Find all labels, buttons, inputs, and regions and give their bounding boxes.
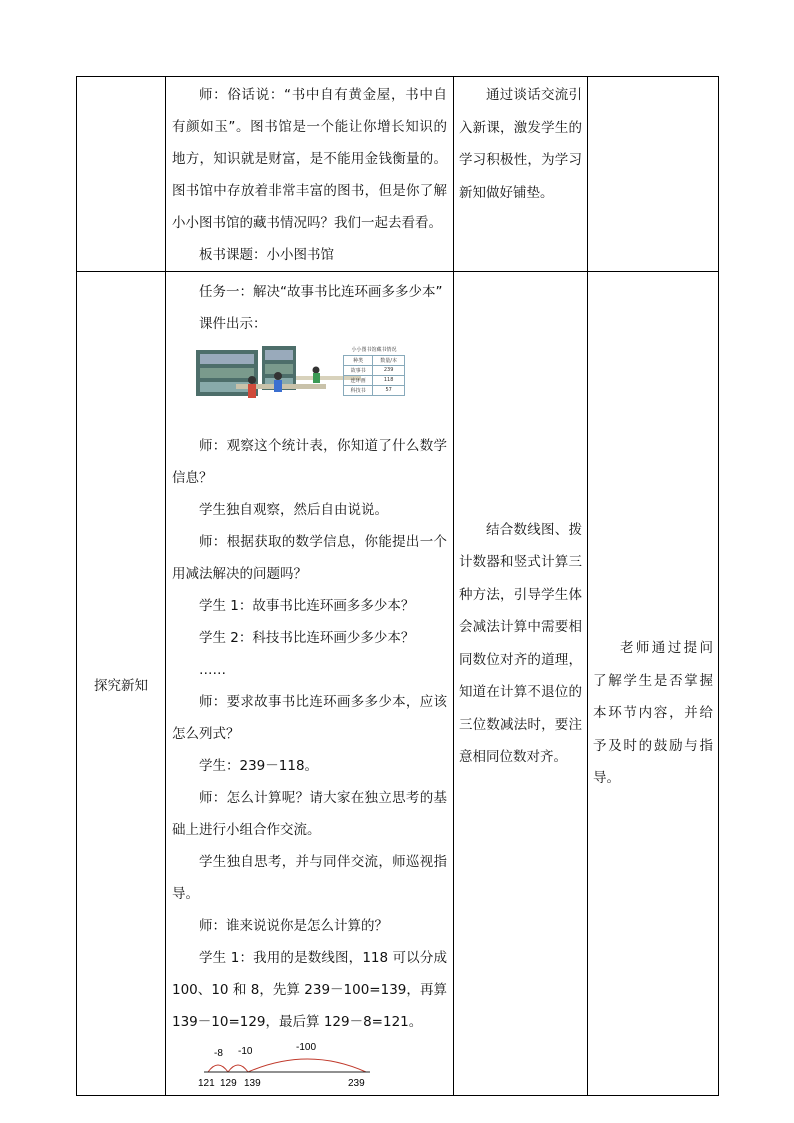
stats-cell: 连环画: [344, 376, 373, 386]
teacher-question: 师：观察这个统计表，你知道了什么数学信息？: [172, 438, 447, 486]
stats-table-figure: [334, 346, 414, 396]
evaluation-note: 老师通过提问了解学生是否掌握本环节内容，并给予及时的鼓励与指导。: [593, 640, 713, 787]
number-line: [198, 1040, 398, 1090]
stats-cell: 故事书: [344, 366, 373, 376]
table-row: [77, 272, 719, 1096]
teacher-question: 师：怎么计算呢？请大家在独立思考的基础上进行小组合作交流。: [172, 790, 447, 838]
eval-cell-empty: [588, 77, 719, 272]
stats-table: [343, 355, 405, 396]
lesson-plan-table: [76, 76, 719, 1096]
student-activity: 学生独自观察，然后自由说说。: [199, 502, 388, 518]
ellipsis: ……: [199, 662, 226, 678]
student-answer: 学生：239－118。: [199, 758, 319, 774]
student-answer: 学生 1：故事书比连环画多多少本？: [199, 598, 415, 614]
board-title: 板书课题：小小图书馆: [199, 247, 334, 263]
design-intent: 通过谈话交流引入新课，激发学生的学习积极性，为学习新知做好铺垫。: [459, 87, 582, 201]
tick-label: 239: [348, 1078, 365, 1089]
student-answer: 学生 2：科技书比连环画少多少本？: [199, 630, 415, 646]
intent-cell: [454, 272, 588, 1096]
courseware-label: 课件出示：: [199, 316, 267, 332]
eval-cell: [588, 272, 719, 1096]
stats-cell: 57: [373, 386, 405, 396]
tick-label: 139: [244, 1078, 261, 1089]
task-title: 任务一：解决“故事书比连环画多多少本”: [199, 284, 443, 300]
student-answer: 学生 1：我用的是数线图，118 可以分成 100、10 和 8，先算 239－100=139，再算 139－10=129，最后算 129－8=121。: [172, 950, 447, 1030]
student-activity: 学生独自思考，并与同伴交流，师巡视指导。: [172, 854, 447, 902]
stage-cell-empty: [77, 77, 166, 272]
jump-label: -8: [214, 1048, 223, 1059]
stage-cell: [77, 272, 166, 1096]
content-cell: [166, 77, 454, 272]
jump-label: -100: [296, 1042, 317, 1053]
stats-cell: 239: [373, 366, 405, 376]
number-line-figure: [172, 1040, 447, 1095]
intent-cell: [454, 77, 588, 272]
content-cell: [166, 272, 454, 1096]
teacher-question: 师：根据获取的数学信息，你能提出一个用减法解决的问题吗？: [172, 534, 447, 582]
table-row: [77, 77, 719, 272]
tick-label: 129: [220, 1078, 237, 1089]
teacher-intro: 师：俗话说：“书中自有黄金屋，书中自有颜如玉”。图书馆是一个能让你增长知识的地方，知识就是财富，是不能用金钱衡量的。图书馆中存放着非常丰富的图书，但是你了解小小图书馆的藏书情况吗？我们一起去看看。: [172, 87, 447, 231]
stage-label: 探究新知: [94, 677, 148, 694]
teacher-question: 师：谁来说说你是怎么计算的？: [199, 918, 388, 934]
design-intent: 结合数线图、拨计数器和竖式计算三种方法，引导学生体会减法计算中需要相同数位对齐的道理，知道在计算不退位的三位数减法时，要注意相同位数对齐。: [459, 521, 582, 765]
tick-label: 121: [198, 1078, 215, 1089]
stats-cell: 科技书: [344, 386, 373, 396]
library-illustration: [172, 340, 447, 430]
jump-label: -10: [238, 1046, 253, 1057]
teacher-question: 师：要求故事书比连环画多多少本，应该怎么列式？: [172, 694, 447, 742]
stats-header: 种类: [344, 356, 373, 366]
stats-header: 数量/本: [373, 356, 405, 366]
stats-cell: 118: [373, 376, 405, 386]
stats-title: 小小图书馆藏书情况: [351, 347, 397, 353]
